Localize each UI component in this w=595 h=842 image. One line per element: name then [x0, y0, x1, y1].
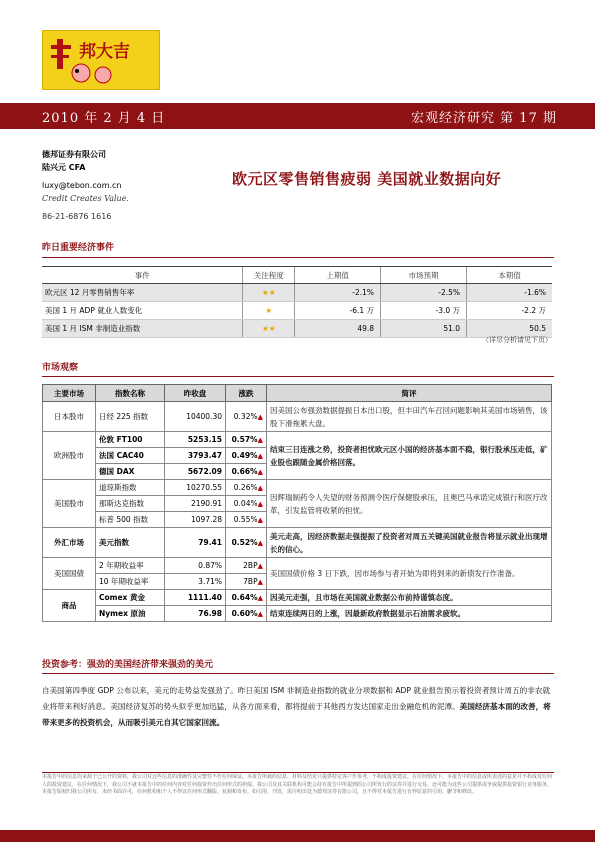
- market-comment: 美元走高，因经济数据走强提振了投资者对周五关键美国就业报告将显示就业出现增长的信心。: [267, 528, 552, 558]
- index-name: 日经 225 指数: [96, 402, 165, 432]
- up-arrow-icon: ▲: [257, 413, 263, 421]
- change-value: [226, 512, 267, 528]
- report-series: 宏观经济研究 第 17 期: [411, 111, 557, 126]
- col-change: 涨跌: [226, 385, 267, 402]
- report-date: 2010 年 2 月 4 日: [42, 111, 166, 126]
- analysis-text: 自美国第四季度 GDP 公布以来，美元的走势益发强劲了。昨日美国 ISM 非制造业指数的就业分项数据和 ADP 就业报告预示着投资者预计周五的非农就业将带来利好消息。美国经济复苏的势头似乎更加迅猛，从各方面来看，都将提前于其他西方发达国家走出金融危机的泥潭。: [42, 686, 551, 711]
- up-arrow-icon: ▲: [257, 578, 263, 586]
- market-name: 美国国债: [43, 558, 96, 590]
- events-table: [42, 266, 552, 338]
- market-comment: 结束三日连涨之势，投资者担忧欧元区小国的经济基本面不稳，银行股承压走低，矿业股也跟随金属价格回落。: [267, 432, 552, 480]
- change-value: [226, 574, 267, 590]
- up-arrow-icon: ▲: [257, 539, 263, 547]
- market-name: 商品: [43, 590, 96, 622]
- up-arrow-icon: ▲: [257, 594, 263, 602]
- expect-value: 51.0: [381, 320, 467, 338]
- detail-note: （详尽分析请见下页）: [482, 336, 552, 344]
- change-text: 0.60%: [231, 609, 258, 618]
- close-value: 5253.15: [165, 432, 226, 448]
- analysis-title: 投资参考：强劲的美国经济带来强劲的美元: [42, 660, 214, 670]
- importance-stars: ★: [243, 302, 295, 320]
- author-phone: 86-21-6876 1616: [42, 212, 112, 221]
- change-text: 0.26%: [233, 483, 258, 492]
- index-name: 标普 500 指数: [96, 512, 165, 528]
- actual-value: -1.6%: [467, 284, 552, 302]
- company-logo: [42, 30, 160, 90]
- col-actual: 本期值: [467, 267, 552, 284]
- change-text: 2BP: [243, 561, 258, 570]
- actual-value: 50.5: [467, 320, 552, 338]
- index-name: 那斯达克指数: [96, 496, 165, 512]
- change-value: [226, 448, 267, 464]
- event-name: 欧元区 12 月零售销售年率: [42, 284, 243, 302]
- col-event: 事件: [42, 267, 243, 284]
- market-comment: 结束连续两日的上涨，因最新政府数据显示石油需求疲软。: [267, 606, 552, 622]
- table-row: [43, 480, 552, 496]
- author-name: 陆兴元 CFA: [42, 163, 86, 172]
- change-text: 0.32%: [233, 412, 258, 421]
- company-name: 德邦证券有限公司: [42, 150, 106, 159]
- change-value: [226, 590, 267, 606]
- market-section-rule: [42, 376, 554, 377]
- author-email[interactable]: luxy@tebon.com.cn: [42, 181, 122, 190]
- up-arrow-icon: ▲: [257, 516, 263, 524]
- change-value: [226, 496, 267, 512]
- company-slogan: Credit Creates Value.: [42, 194, 129, 203]
- index-name: 美元指数: [96, 528, 165, 558]
- prev-value: 49.8: [295, 320, 381, 338]
- index-name: Nymex 原油: [96, 606, 165, 622]
- expect-value: -3.0 万: [381, 302, 467, 320]
- close-value: 76.98: [165, 606, 226, 622]
- change-text: 0.04%: [233, 499, 258, 508]
- index-name: 2 年期收益率: [96, 558, 165, 574]
- up-arrow-icon: ▲: [257, 610, 263, 618]
- analysis-body: [42, 683, 554, 731]
- events-section-rule: [42, 257, 554, 258]
- index-name: 伦敦 FT100: [96, 432, 165, 448]
- index-name: Comex 黄金: [96, 590, 165, 606]
- up-arrow-icon: ▲: [257, 484, 263, 492]
- market-comment: 因辉瑞制药令人失望的财务预测令医疗保健股承压，且奥巴马承诺完成银行和医疗改革，引发监管将收紧的担忧。: [267, 480, 552, 528]
- logo-text: 邦大吉: [79, 42, 130, 62]
- close-value: 3793.47: [165, 448, 226, 464]
- index-name: 道琼斯指数: [96, 480, 165, 496]
- col-expect: 市场预期: [381, 267, 467, 284]
- actual-value: -2.2 万: [467, 302, 552, 320]
- up-arrow-icon: ▲: [257, 436, 263, 444]
- up-arrow-icon: ▲: [257, 562, 263, 570]
- market-table: [42, 384, 552, 622]
- importance-stars: ★★: [243, 320, 295, 338]
- col-index: 指数名称: [96, 385, 165, 402]
- change-text: 0.55%: [233, 515, 258, 524]
- table-row: [43, 528, 552, 558]
- events-section-title: 昨日重要经济事件: [42, 243, 115, 253]
- market-comment: 因美国公布强劲数据提振日本出口股，但丰田汽车召回问题影响其美国市场销售，该股下滑拖累大盘。: [267, 402, 552, 432]
- event-name: 美国 1 月 ADP 就业人数变化: [42, 302, 243, 320]
- close-value: 5672.09: [165, 464, 226, 480]
- prev-value: -2.1%: [295, 284, 381, 302]
- market-name: 日本股市: [43, 402, 96, 432]
- importance-stars: ★★: [243, 284, 295, 302]
- col-close: 昨收盘: [165, 385, 226, 402]
- change-text: 0.49%: [231, 451, 258, 460]
- col-comment: 简评: [267, 385, 552, 402]
- close-value: 79.41: [165, 528, 226, 558]
- table-row: [43, 606, 552, 622]
- market-name: 美国股市: [43, 480, 96, 528]
- change-value: [226, 432, 267, 448]
- up-arrow-icon: ▲: [257, 452, 263, 460]
- index-name: 10 年期收益率: [96, 574, 165, 590]
- up-arrow-icon: ▲: [257, 500, 263, 508]
- bottom-bar: [0, 830, 595, 842]
- close-value: 3.71%: [165, 574, 226, 590]
- col-importance: 关注程度: [243, 267, 295, 284]
- author-block: [42, 148, 129, 223]
- event-name: 美国 1 月 ISM 非制造业指数: [42, 320, 243, 338]
- change-value: [226, 480, 267, 496]
- index-name: 法国 CAC40: [96, 448, 165, 464]
- close-value: 1097.28: [165, 512, 226, 528]
- change-text: 0.57%: [231, 435, 258, 444]
- table-row: [42, 284, 552, 302]
- change-value: [226, 402, 267, 432]
- col-market: 主要市场: [43, 385, 96, 402]
- market-name: 外汇市场: [43, 528, 96, 558]
- table-row: [42, 302, 552, 320]
- table-row: [43, 558, 552, 574]
- market-section-title: 市场观察: [42, 363, 79, 373]
- table-row: [43, 402, 552, 432]
- col-prev: 上期值: [295, 267, 381, 284]
- index-name: 德国 DAX: [96, 464, 165, 480]
- expect-value: -2.5%: [381, 284, 467, 302]
- prev-value: -6.1 万: [295, 302, 381, 320]
- market-comment: 美国国债价格 3 日下跌，因市场参与者开始为即将到来的新债发行作准备。: [267, 558, 552, 590]
- change-value: [226, 606, 267, 622]
- change-value: [226, 528, 267, 558]
- table-row: [42, 320, 552, 338]
- market-name: 欧洲股市: [43, 432, 96, 480]
- close-value: 0.87%: [165, 558, 226, 574]
- close-value: 10270.55: [165, 480, 226, 496]
- disclaimer: 本报告中的信息均来源于已公开的资料，我公司对这些信息的准确性及完整性不作任何保证。本报告所载的信息、材料及结论只提供特定客户作参考，不构成投资建议。在任何情况下，本报告中的信息或所表述的意见并不构成对任何人的投资建议，在任何情况下，我公司不就本报告中的任何内容对任何投资作出任何形式的担保。我公司及其关联机构可能会持有报告中所提到的公司所发行的证券并进行交易，还可能为这些公司提供或争取提供投资银行业务服务。本报告版权归我公司所有，未经书面许可，任何机构和个人不得以任何形式翻版、复制和发布。如引用、刊发，需注明出处为德邦证券有限公司，且不得对本报告进行有悖原意的引用、删节和修改。: [42, 774, 553, 795]
- market-comment: 因美元走强，且市场在美国就业数据公布前持谨慎态度。: [267, 590, 552, 606]
- change-text: 7BP: [243, 577, 258, 586]
- headline: 欧元区零售销售疲弱 美国就业数据向好: [232, 170, 502, 188]
- analysis-rule: [42, 673, 554, 674]
- table-row: [43, 432, 552, 448]
- change-text: 0.66%: [231, 467, 258, 476]
- close-value: 10400.30: [165, 402, 226, 432]
- footer-rule: [42, 772, 554, 773]
- close-value: 1111.40: [165, 590, 226, 606]
- table-row: [43, 590, 552, 606]
- change-text: 0.64%: [231, 593, 258, 602]
- change-text: 0.52%: [231, 538, 258, 547]
- change-value: [226, 464, 267, 480]
- close-value: 2190.91: [165, 496, 226, 512]
- analysis-bold-text: 美国经济基本面的改善，将带来更多的投资机会，从而吸引美元自其它国家回流。: [42, 702, 551, 727]
- up-arrow-icon: ▲: [257, 468, 263, 476]
- change-value: [226, 558, 267, 574]
